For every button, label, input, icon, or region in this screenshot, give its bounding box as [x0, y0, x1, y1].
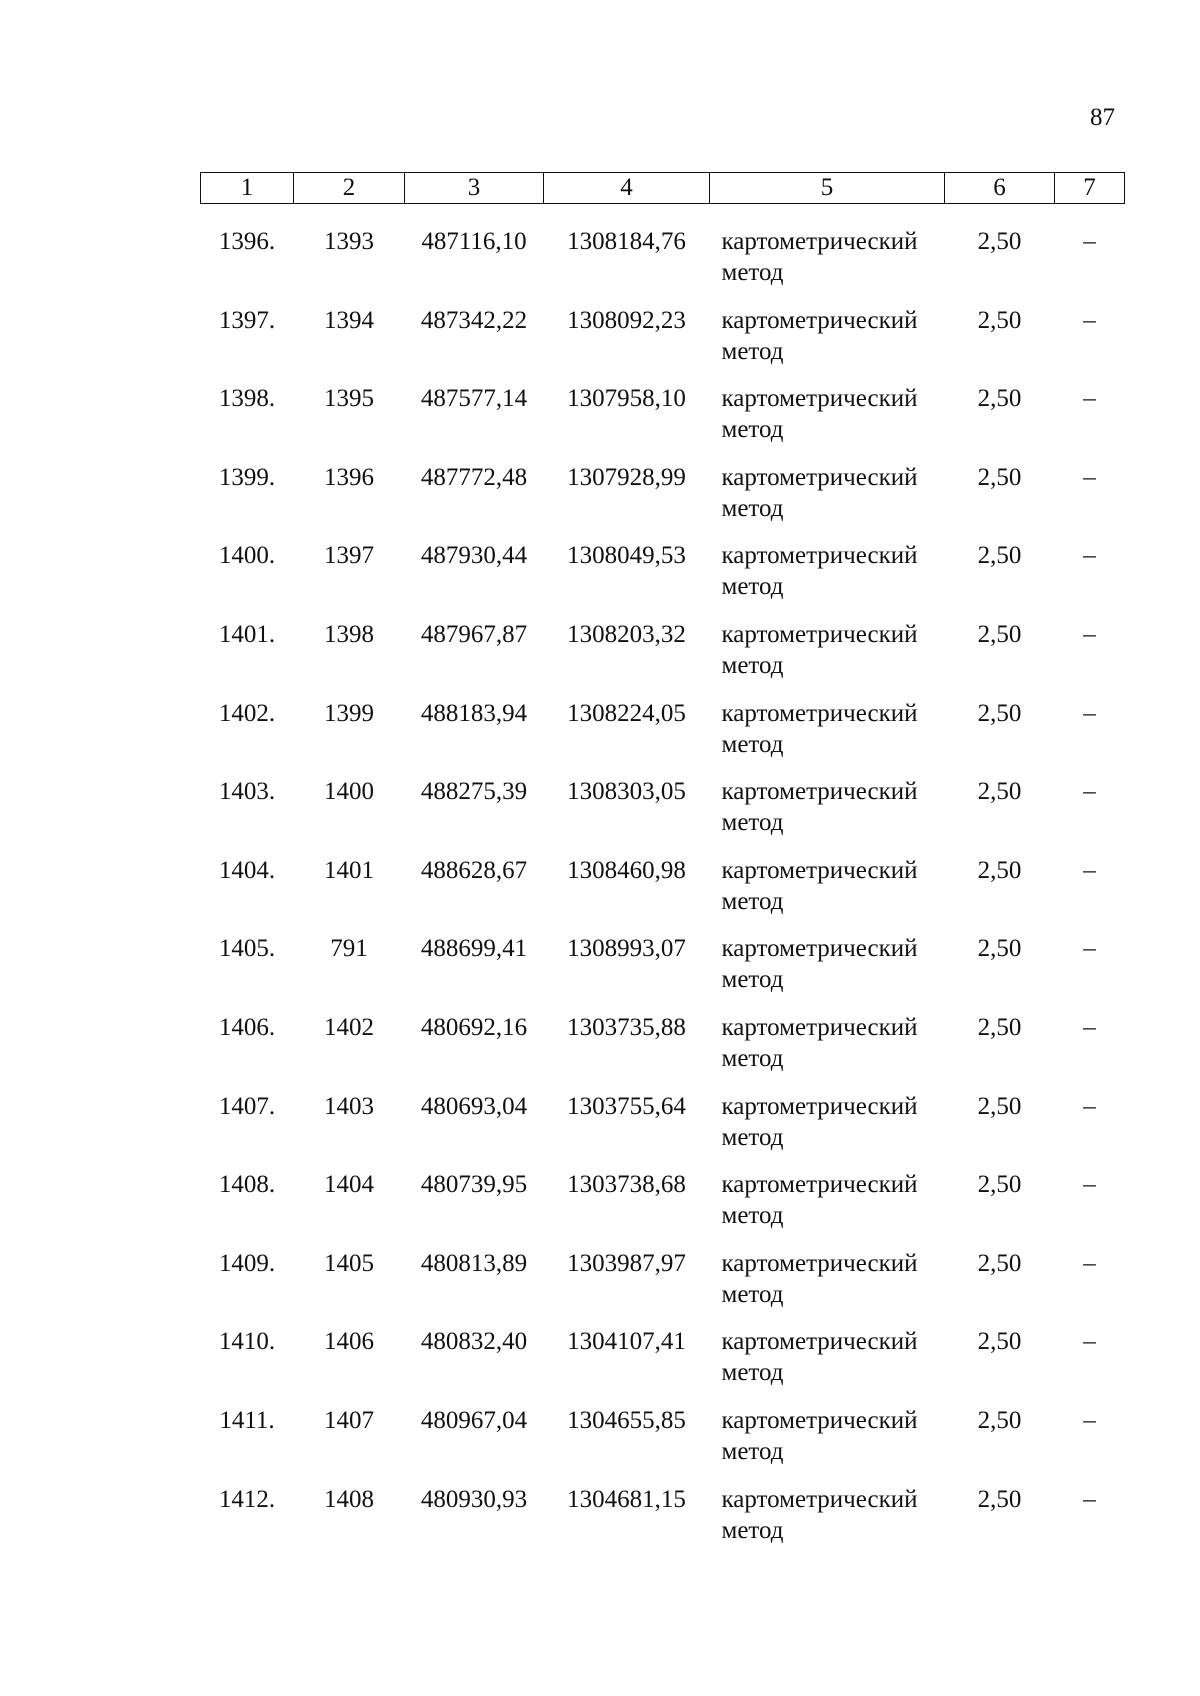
column-header: 4 [544, 173, 710, 204]
table-row [201, 1248, 1125, 1327]
coordinate-x: 487116,10 [421, 228, 527, 255]
table-row [201, 698, 1125, 777]
coordinate-x: 480813,89 [420, 1249, 528, 1277]
column-header: 3 [405, 173, 544, 204]
precision-value: 2,50 [977, 699, 1022, 727]
point-number: 1400 [324, 778, 374, 806]
table-row [201, 1326, 1125, 1405]
precision-value: 2,50 [977, 463, 1022, 491]
column-7-value: – [1083, 1485, 1096, 1513]
row-number: 1401. [218, 620, 276, 648]
method-line-2: метод [721, 337, 784, 365]
row-number: 1406. [218, 1013, 276, 1041]
point-number: 1397 [324, 542, 374, 570]
coordinate-y: 1308203,32 [567, 620, 686, 648]
coordinates-table [200, 172, 1125, 1562]
row-number: 1399. [218, 463, 276, 491]
coordinate-x: 480739,95 [420, 1171, 528, 1199]
coordinate-x: 487577,14 [420, 385, 528, 413]
table-row [201, 462, 1125, 541]
column-7-value: – [1083, 463, 1096, 491]
coordinate-y: 1308224,05 [567, 699, 686, 727]
method-line-1: картометрический [721, 699, 918, 727]
point-number: 1407 [324, 1406, 374, 1434]
method-cell [710, 540, 945, 619]
coordinate-x: 480930,93 [420, 1485, 528, 1513]
row-number: 1409. [218, 1249, 276, 1277]
coordinate-y: 1307928,99 [567, 463, 686, 491]
precision-value: 2,50 [977, 1406, 1022, 1434]
point-number: 1404 [324, 1171, 374, 1199]
method-line-2: метод [721, 887, 784, 915]
method-line-1: картометрический [721, 1406, 918, 1434]
row-number: 1398. [218, 385, 276, 413]
row-number: 1400. [218, 542, 276, 570]
method-line-2: метод [721, 1202, 784, 1230]
method-line-1: картометрический [721, 1013, 918, 1041]
coordinate-y: 1303735,88 [567, 1013, 686, 1041]
coordinate-y: 1308184,76 [567, 228, 686, 255]
column-header: 7 [1055, 173, 1125, 204]
method-line-1: картометрический [721, 1092, 918, 1120]
row-number: 1407. [218, 1092, 276, 1120]
method-cell [710, 204, 945, 305]
method-line-2: метод [721, 1123, 784, 1151]
row-number: 1411. [219, 1406, 275, 1434]
method-cell [710, 1012, 945, 1091]
method-line-2: метод [721, 1437, 784, 1465]
method-line-2: метод [721, 651, 784, 679]
coordinate-x: 487967,87 [420, 620, 528, 648]
coordinate-x: 480832,40 [420, 1328, 528, 1356]
table-row [201, 1169, 1125, 1248]
point-number: 1403 [324, 1092, 374, 1120]
column-7-value: – [1083, 228, 1096, 255]
method-cell [710, 1248, 945, 1327]
precision-value: 2,50 [977, 1485, 1022, 1513]
method-line-1: картометрический [721, 1485, 918, 1513]
column-header: 1 [201, 173, 294, 204]
point-number: 1405 [324, 1249, 374, 1277]
row-number: 1396. [218, 228, 276, 255]
table-body [201, 204, 1125, 1563]
column-7-value: – [1083, 856, 1096, 884]
coordinate-x: 480693,04 [420, 1092, 528, 1120]
column-7-value: – [1083, 1092, 1096, 1120]
method-line-1: картометрический [721, 306, 918, 334]
coordinate-y: 1304107,41 [567, 1328, 686, 1356]
point-number: 1406 [324, 1328, 374, 1356]
table-row [201, 1484, 1125, 1563]
precision-value: 2,50 [977, 1328, 1022, 1356]
header-row [201, 173, 1125, 204]
column-7-value: – [1083, 542, 1096, 570]
coordinate-y: 1303755,64 [567, 1092, 686, 1120]
row-number: 1404. [218, 856, 276, 884]
method-cell [710, 1326, 945, 1405]
method-line-1: картометрический [721, 778, 918, 806]
method-cell [710, 776, 945, 855]
table-row [201, 619, 1125, 698]
table-row [201, 1405, 1125, 1484]
method-line-2: метод [721, 1516, 784, 1544]
method-cell [710, 1169, 945, 1248]
point-number: 1399 [324, 699, 374, 727]
method-line-2: метод [721, 730, 784, 758]
coordinate-x: 488275,39 [420, 778, 528, 806]
table-row [201, 383, 1125, 462]
point-number: 1396 [324, 463, 374, 491]
precision-value: 2,50 [977, 620, 1022, 648]
column-7-value: – [1083, 1171, 1096, 1199]
method-cell [710, 855, 945, 934]
coordinate-x: 488699,41 [420, 935, 528, 963]
method-line-1: картометрический [721, 1171, 918, 1199]
coordinate-y: 1307958,10 [567, 385, 686, 413]
column-7-value: – [1083, 699, 1096, 727]
column-7-value: – [1083, 778, 1096, 806]
method-line-1: картометрический [721, 1249, 918, 1277]
point-number: 1402 [324, 1013, 374, 1041]
coordinate-x: 487342,22 [420, 306, 528, 334]
method-cell [710, 1405, 945, 1484]
coordinate-y: 1303738,68 [567, 1171, 686, 1199]
point-number: 1398 [324, 620, 374, 648]
column-7-value: – [1083, 1406, 1096, 1434]
precision-value: 2,50 [977, 542, 1022, 570]
column-7-value: – [1083, 1013, 1096, 1041]
point-number: 1394 [324, 306, 374, 334]
coordinate-x: 488183,94 [420, 699, 528, 727]
coordinate-x: 480692,16 [420, 1013, 528, 1041]
precision-value: 2,50 [977, 1013, 1022, 1041]
method-line-1: картометрический [721, 542, 918, 570]
column-7-value: – [1083, 1249, 1096, 1277]
row-number: 1405. [218, 935, 276, 963]
table-row [201, 305, 1125, 384]
point-number: 1408 [324, 1485, 374, 1513]
coordinate-y: 1308049,53 [567, 542, 686, 570]
method-line-1: картометрический [721, 620, 918, 648]
coordinate-x: 480967,04 [420, 1406, 528, 1434]
precision-value: 2,50 [977, 778, 1022, 806]
method-cell [710, 383, 945, 462]
method-line-2: метод [721, 573, 784, 601]
column-7-value: – [1083, 385, 1096, 413]
method-line-2: метод [721, 1359, 784, 1387]
table-header [201, 173, 1125, 204]
method-line-1: картометрический [721, 856, 918, 884]
method-line-1: картометрический [721, 385, 918, 413]
method-line-1: картометрический [721, 228, 918, 255]
method-cell [710, 305, 945, 384]
point-number: 791 [330, 935, 368, 963]
point-number: 1395 [324, 385, 374, 413]
table-row [201, 540, 1125, 619]
table-row [201, 855, 1125, 934]
column-header: 6 [945, 173, 1055, 204]
precision-value: 2,50 [977, 385, 1022, 413]
column-7-value: – [1083, 620, 1096, 648]
row-number: 1403. [218, 778, 276, 806]
column-7-value: – [1083, 306, 1096, 334]
column-7-value: – [1083, 935, 1096, 963]
method-cell [710, 933, 945, 1012]
row-number: 1397. [218, 306, 276, 334]
coordinate-y: 1308303,05 [567, 778, 686, 806]
precision-value: 2,50 [977, 856, 1022, 884]
row-number: 1402. [218, 699, 276, 727]
method-cell [710, 619, 945, 698]
method-cell [710, 698, 945, 777]
table-row [201, 1012, 1125, 1091]
row-number: 1412. [218, 1485, 276, 1513]
row-number: 1410. [218, 1328, 276, 1356]
row-number: 1408. [218, 1171, 276, 1199]
table-row [201, 933, 1125, 1012]
coordinate-x: 488628,67 [420, 856, 528, 884]
precision-value: 2,50 [977, 1092, 1022, 1120]
method-line-2: метод [721, 1044, 784, 1072]
method-line-1: картометрический [721, 463, 918, 491]
method-line-2: метод [721, 259, 784, 286]
coordinate-y: 1304655,85 [567, 1406, 686, 1434]
precision-value: 2,50 [977, 306, 1022, 334]
method-cell [710, 1484, 945, 1563]
page-number: 87 [1090, 104, 1115, 131]
table-row [201, 204, 1125, 305]
precision-value: 2,50 [977, 935, 1022, 963]
method-line-2: метод [721, 416, 784, 444]
method-line-2: метод [721, 809, 784, 837]
method-line-1: картометрический [721, 1328, 918, 1356]
coordinate-y: 1303987,97 [567, 1249, 686, 1277]
precision-value: 2,50 [977, 228, 1022, 255]
coordinate-x: 487772,48 [420, 463, 528, 491]
coordinate-y: 1308092,23 [567, 306, 686, 334]
method-cell [710, 1091, 945, 1170]
method-line-2: метод [721, 966, 784, 994]
point-number: 1393 [324, 228, 374, 255]
method-line-2: метод [721, 494, 784, 522]
column-7-value: – [1083, 1328, 1096, 1356]
column-header: 2 [294, 173, 405, 204]
table-row [201, 1091, 1125, 1170]
coordinate-y: 1308460,98 [567, 856, 686, 884]
method-line-1: картометрический [721, 935, 918, 963]
precision-value: 2,50 [977, 1249, 1022, 1277]
method-line-2: метод [721, 1280, 784, 1308]
precision-value: 2,50 [977, 1171, 1022, 1199]
method-cell [710, 462, 945, 541]
point-number: 1401 [324, 856, 374, 884]
coordinate-y: 1308993,07 [567, 935, 686, 963]
column-header: 5 [710, 173, 945, 204]
coordinate-x: 487930,44 [420, 542, 528, 570]
table-row [201, 776, 1125, 855]
coordinate-y: 1304681,15 [567, 1485, 686, 1513]
